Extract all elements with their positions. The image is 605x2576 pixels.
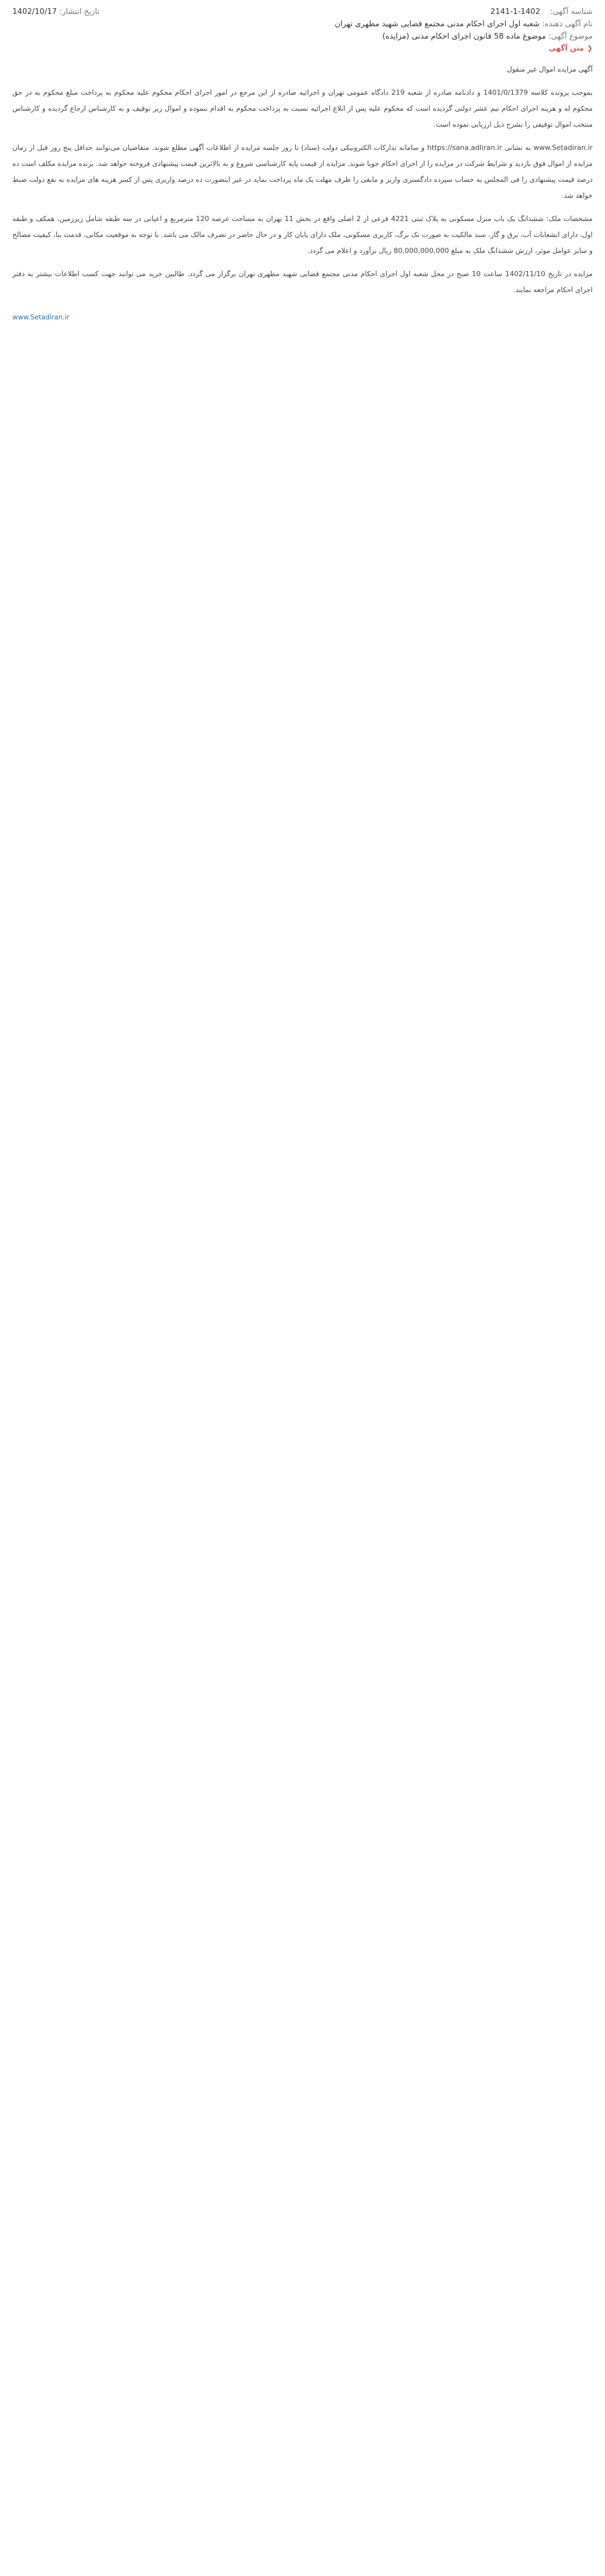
paragraph: مشخصات ملک: ششدانگ یک باب منزل مسکونی به پلاک ثبتی 4221 فرعی از 2 اصلی واقع در بخش 11 تهران به مساحت عرصه 120 مترمربع و اعیانی در سه طبقه شامل زیرزمین، همکف و طبقه اول، دارای انشعابات آب، برق و گاز، سند مالکیت به صورت تک برگ، کاربری مسکونی، ملک دارای پایان کار و در حال حاضر در تصرف مالک می باشد. با توجه به موقعیت مکانی، قدمت بنا، کیفیت مصالح و سایر عوامل موثر، ارزش ششدانگ ملک به مبلغ 80,000,000,000 ریال برآورد و اعلام می گردد.: [12, 215, 593, 255]
header: [12, 5, 593, 39]
issuer-value: شعبه اول اجرای احکام مدنی مجتمع قضایی شهید مطهری تهران: [334, 19, 540, 28]
date-value: 1402/10/17: [12, 7, 57, 16]
issuer-label: نام آگهی دهنده:: [542, 19, 593, 28]
code-label: شناسه آگهی:: [550, 7, 593, 16]
announcement-body: [12, 62, 593, 298]
site-link[interactable]: www.Setadiran.ir: [12, 314, 70, 321]
meta-left: [12, 5, 99, 18]
paragraph: بموجب پرونده کلاسه 1401/0/1379 و دادنامه صادره از شعبه 219 دادگاه عمومی تهران و اجرائیه صادره از این مرجع در امور اجرای احکام محکوم علیه محکوم به پرداخت مبلغ محکوم به در حق محکوم له و هزینه اجرای احکام نیم عشر دولتی گردیده است که محکوم علیه پس از ابلاغ اجرائیه نسبت به پرداخت محکوم به اقدام ننموده و اموال زیر توقیف و به کارشناس ارجاع گردیده و کارشناس منتخب اموال توقیفی را بشرح ذیل ارزیابی نموده است.: [12, 89, 593, 129]
chevron-icon: ❮: [587, 44, 593, 53]
subject-value: موضوع ماده 58 قانون اجرای احکام مدنی (مزایده): [382, 31, 546, 41]
paragraph: www.Setadiran.ir به نشانی https://sana.adliran.ir و سامانه تدارکات الکترونیکی دولت (ستاد) تا روز جلسه مزایده از اطلاعات آگهی مطلع شوند. متقاضیان می‌توانند حداقل پنج روز قبل از زمان مزایده از اموال فوق بازدید و شرایط شرکت در مزایده را از اجرای احکام جویا شوند. مزایده از قیمت پایه کارشناسی شروع و به بالاترین قیمت پیشنهادی فروخته خواهد شد. برنده مزایده مکلف است ده درصد قیمت پیشنهادی را فی المجلس به حساب سپرده دادگستری واریز و مابقی را ظرف مهلت یک ماه پرداخت نماید در غیر اینصورت ده درصد واریزی پس از کسر هزینه های مزایده به نفع دولت ضبط خواهد شد.: [12, 144, 593, 200]
meta-right: [483, 5, 593, 18]
subject-row: [12, 30, 593, 42]
code-value: 1402-1-2141: [490, 7, 541, 16]
text-section-heading: [12, 44, 593, 53]
text-title: متن آگهی: [548, 44, 584, 53]
footer-site-link[interactable]: [12, 314, 593, 321]
date-label: تاریخ انتشار:: [59, 7, 99, 16]
paragraph: آگهی مزایده اموال غیر منقول: [507, 65, 593, 74]
meta-row: [12, 5, 593, 18]
issuer-row: [12, 18, 593, 30]
paragraph: مزایده در تاریخ 1402/11/10 ساعت 10 صبح در محل شعبه اول اجرای احکام مدنی مجتمع قضایی شهید مطهری تهران برگزار می گردد. طالبین خرید می توانند جهت کسب اطلاعات بیشتر به دفتر اجرای احکام مراجعه نمایند.: [12, 270, 593, 294]
subject-label: موضوع آگهی:: [548, 31, 593, 41]
